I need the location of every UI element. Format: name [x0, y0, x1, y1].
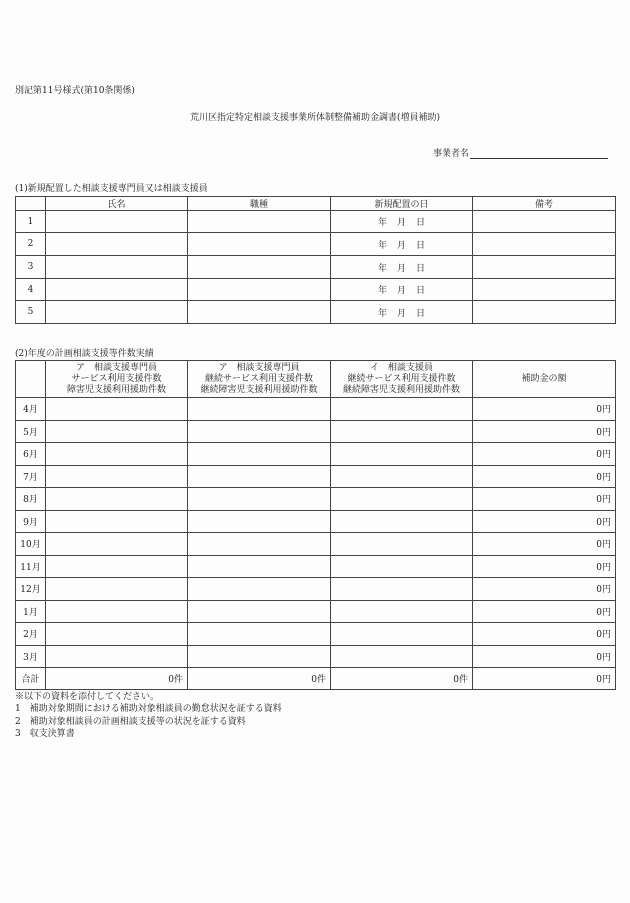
total-row [16, 668, 616, 690]
table-row [16, 420, 616, 443]
a2-cell[interactable] [188, 623, 331, 646]
amount-cell: 0円 [473, 510, 616, 533]
col-no [16, 197, 46, 211]
name-cell[interactable] [46, 256, 188, 279]
name-cell[interactable] [46, 301, 188, 324]
table-row [16, 600, 616, 623]
col-name: 氏名 [46, 197, 188, 211]
remarks-cell[interactable] [473, 233, 616, 256]
a1-cell[interactable] [46, 623, 188, 646]
total-amount: 0円 [473, 668, 616, 690]
b-cell[interactable] [331, 420, 473, 443]
job-cell[interactable] [188, 256, 331, 279]
month-cell: 2月 [16, 623, 46, 646]
col-job: 職種 [188, 197, 331, 211]
month-cell: 11月 [16, 555, 46, 578]
col-b: イ 相談支援員 継続サービス利用支援件数 継続障害児支援利用援助件数 [331, 361, 473, 398]
remarks-cell[interactable] [473, 279, 616, 301]
a1-cell[interactable] [46, 578, 188, 601]
a1-cell[interactable] [46, 465, 188, 488]
row-no: 2 [16, 233, 46, 256]
notes-intro: ※以下の資料を添付してください。 [15, 692, 160, 702]
month-cell: 12月 [16, 578, 46, 601]
total-label: 合計 [16, 668, 46, 690]
month-cell: 4月 [16, 398, 46, 421]
amount-cell: 0円 [473, 533, 616, 556]
note-item: 2 補助対象相談員の計画相談支援等の状況を証する資料 [15, 716, 246, 727]
results-table [15, 360, 616, 690]
month-cell: 7月 [16, 465, 46, 488]
amount-cell: 0円 [473, 488, 616, 511]
note-item: 3 収支決算書 [15, 728, 75, 739]
amount-cell: 0円 [473, 645, 616, 668]
row-no: 1 [16, 211, 46, 233]
attachment-notes [15, 691, 282, 740]
row-no: 5 [16, 301, 46, 324]
month-cell: 6月 [16, 443, 46, 466]
table-row [16, 233, 616, 256]
month-cell: 3月 [16, 645, 46, 668]
a2-cell[interactable] [188, 533, 331, 556]
a1-cell[interactable] [46, 645, 188, 668]
amount-cell: 0円 [473, 578, 616, 601]
applicant-label: 事業者名 [433, 149, 470, 159]
col-date: 新規配置の日 [331, 197, 473, 211]
b-cell[interactable] [331, 623, 473, 646]
b-cell[interactable] [331, 465, 473, 488]
amount-cell: 0円 [473, 600, 616, 623]
table-row [16, 578, 616, 601]
b-cell[interactable] [331, 398, 473, 421]
month-cell: 10月 [16, 533, 46, 556]
month-cell: 8月 [16, 488, 46, 511]
a2-cell[interactable] [188, 578, 331, 601]
col-remarks: 備考 [473, 197, 616, 211]
b-cell[interactable] [331, 510, 473, 533]
a2-cell[interactable] [188, 555, 331, 578]
month-cell: 5月 [16, 420, 46, 443]
table-row [16, 623, 616, 646]
col-a1: ア 相談支援専門員 サービス利用支援件数 障害児支援利用援助件数 [46, 361, 188, 398]
total-b: 0件 [331, 668, 473, 690]
a1-cell[interactable] [46, 600, 188, 623]
a2-cell[interactable] [188, 645, 331, 668]
amount-cell: 0円 [473, 398, 616, 421]
name-cell[interactable] [46, 211, 188, 233]
b-cell[interactable] [331, 443, 473, 466]
total-a1: 0件 [46, 668, 188, 690]
a1-cell[interactable] [46, 533, 188, 556]
amount-cell: 0円 [473, 465, 616, 488]
results-table-header [16, 361, 616, 398]
row-no: 4 [16, 279, 46, 301]
amount-cell: 0円 [473, 555, 616, 578]
row-no: 3 [16, 256, 46, 279]
a2-cell[interactable] [188, 465, 331, 488]
a1-cell[interactable] [46, 555, 188, 578]
b-cell[interactable] [331, 600, 473, 623]
table-row [16, 256, 616, 279]
b-cell[interactable] [331, 555, 473, 578]
table-row [16, 555, 616, 578]
table-row [16, 279, 616, 301]
a2-cell[interactable] [188, 510, 331, 533]
table-row [16, 398, 616, 421]
form-number: 別記第11号様式(第10条関係) [15, 86, 135, 96]
amount-cell: 0円 [473, 420, 616, 443]
date-cell[interactable]: 年 月 日 [331, 256, 473, 279]
table-row [16, 301, 616, 324]
b-cell[interactable] [331, 645, 473, 668]
table-row [16, 211, 616, 233]
note-item: 1 補助対象期間における補助対象相談員の勤怠状況を証する資料 [15, 704, 282, 715]
page-title: 荒川区指定特定相談支援事業所体制整備補助金調書(増員補助) [189, 113, 441, 123]
b-cell[interactable] [331, 488, 473, 511]
month-cell: 9月 [16, 510, 46, 533]
a2-cell[interactable] [188, 398, 331, 421]
remarks-cell[interactable] [473, 301, 616, 324]
col-a2: ア 相談支援専門員 継続サービス利用支援件数 継続障害児支援利用援助件数 [188, 361, 331, 398]
amount-cell: 0円 [473, 623, 616, 646]
job-cell[interactable] [188, 279, 331, 301]
section2-heading: (2)年度の計画相談支援等件数実績 [15, 349, 154, 359]
remarks-cell[interactable] [473, 211, 616, 233]
table-row [16, 443, 616, 466]
b-cell[interactable] [331, 533, 473, 556]
a2-cell[interactable] [188, 420, 331, 443]
a1-cell[interactable] [46, 510, 188, 533]
name-cell[interactable] [46, 233, 188, 256]
col-amount: 補助金の額 [473, 361, 616, 398]
a1-cell[interactable] [46, 420, 188, 443]
a2-cell[interactable] [188, 488, 331, 511]
table-row [16, 533, 616, 556]
job-cell[interactable] [188, 233, 331, 256]
amount-cell: 0円 [473, 443, 616, 466]
total-a2: 0件 [188, 668, 331, 690]
applicant-name-field[interactable] [433, 146, 608, 159]
a2-cell[interactable] [188, 600, 331, 623]
a1-cell[interactable] [46, 488, 188, 511]
date-cell[interactable]: 年 月 日 [331, 301, 473, 324]
a2-cell[interactable] [188, 443, 331, 466]
job-cell[interactable] [188, 301, 331, 324]
staff-table [15, 196, 616, 324]
table-row [16, 645, 616, 668]
section1-heading: (1)新規配置した相談支援専門員又は相談支援員 [15, 184, 208, 194]
col-month [16, 361, 46, 398]
a1-cell[interactable] [46, 398, 188, 421]
remarks-cell[interactable] [473, 256, 616, 279]
date-cell[interactable]: 年 月 日 [331, 233, 473, 256]
applicant-name-line[interactable] [470, 147, 608, 159]
date-cell[interactable]: 年 月 日 [331, 211, 473, 233]
staff-table-header [16, 197, 616, 211]
date-cell[interactable]: 年 月 日 [331, 279, 473, 301]
a1-cell[interactable] [46, 443, 188, 466]
name-cell[interactable] [46, 279, 188, 301]
month-cell: 1月 [16, 600, 46, 623]
table-row [16, 465, 616, 488]
b-cell[interactable] [331, 578, 473, 601]
table-row [16, 510, 616, 533]
job-cell[interactable] [188, 211, 331, 233]
table-row [16, 488, 616, 511]
